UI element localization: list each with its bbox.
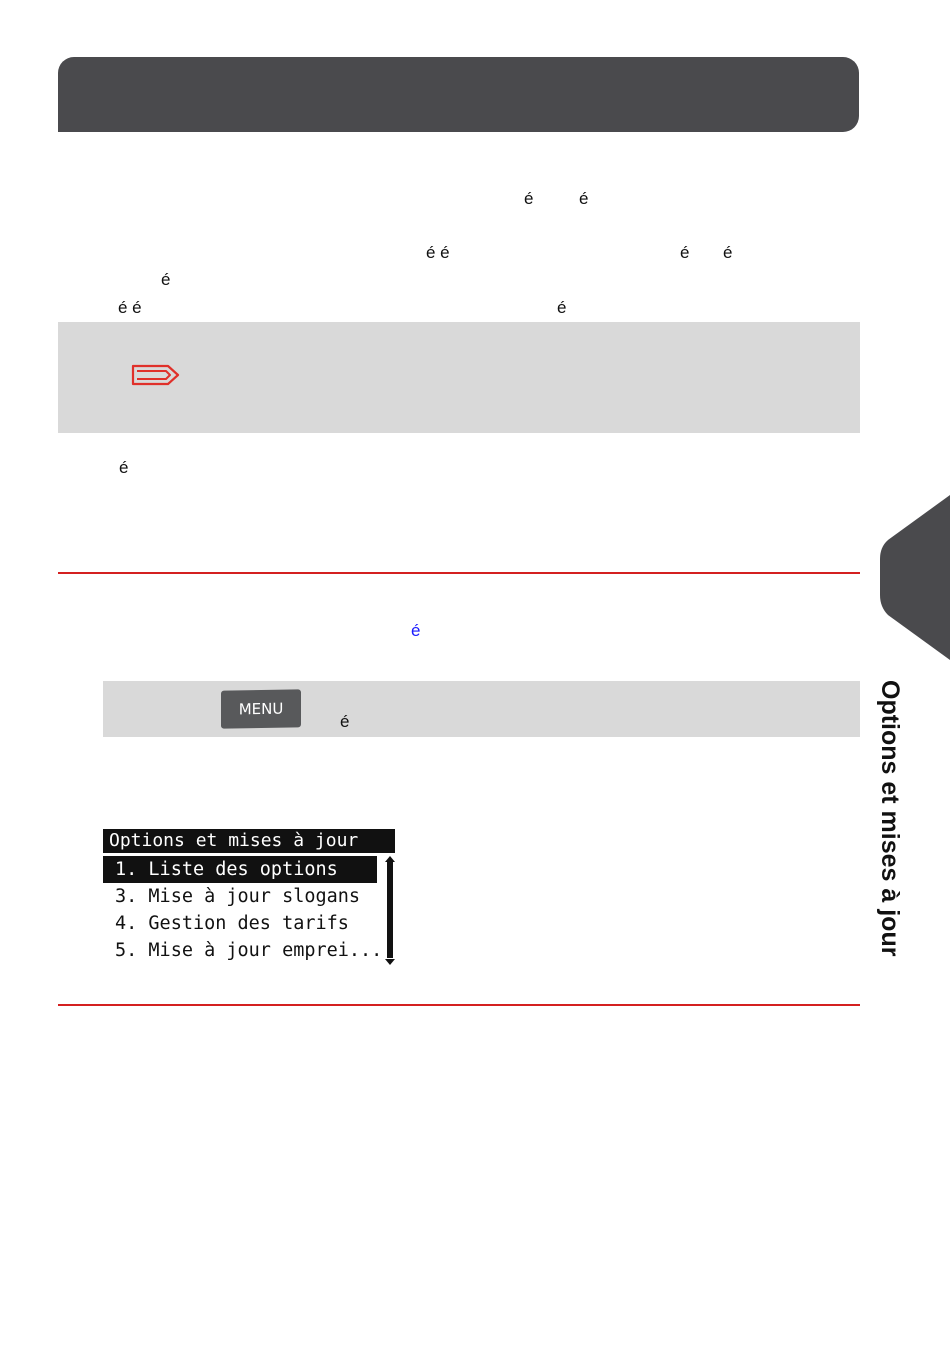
arrow-up-icon (385, 856, 395, 862)
step-text-fragment: é (340, 712, 350, 731)
section-divider (58, 1004, 860, 1006)
scrollbar[interactable] (383, 856, 393, 966)
body-text-fragment: é é (118, 298, 142, 317)
menu-item-liste-options[interactable]: 1. Liste des options (103, 856, 377, 883)
body-text-fragment: é (680, 243, 690, 262)
chapter-tab-text: Options et mises à jour (876, 680, 904, 957)
section-divider (58, 572, 860, 574)
body-text-fragment: é (161, 270, 171, 289)
body-text-fragment: é (119, 458, 129, 477)
note-box (58, 322, 860, 433)
page-title-bar (58, 57, 859, 132)
screen-header: Options et mises à jour (103, 829, 395, 853)
note-icon (130, 363, 182, 392)
menu-item-gestion-tarifs[interactable]: 4. Gestion des tarifs (115, 913, 349, 934)
body-text-fragment: é (579, 189, 589, 208)
reference-link[interactable]: é (411, 621, 421, 640)
menu-item-mise-a-jour-slogans[interactable]: 3. Mise à jour slogans (115, 886, 361, 907)
body-text-fragment: é (557, 298, 567, 317)
instruction-step-box (103, 681, 860, 737)
body-text-fragment: é é (426, 243, 450, 262)
chapter-tab-label (860, 680, 920, 1010)
menu-button[interactable]: MENU (221, 689, 301, 728)
menu-item-mise-a-jour-empreinte[interactable]: 5. Mise à jour emprei... (115, 940, 383, 961)
chapter-tab (880, 495, 950, 660)
body-text-fragment: é (524, 189, 534, 208)
body-text-fragment: é (723, 243, 733, 262)
device-screen (103, 829, 396, 970)
arrow-down-icon (385, 959, 395, 965)
